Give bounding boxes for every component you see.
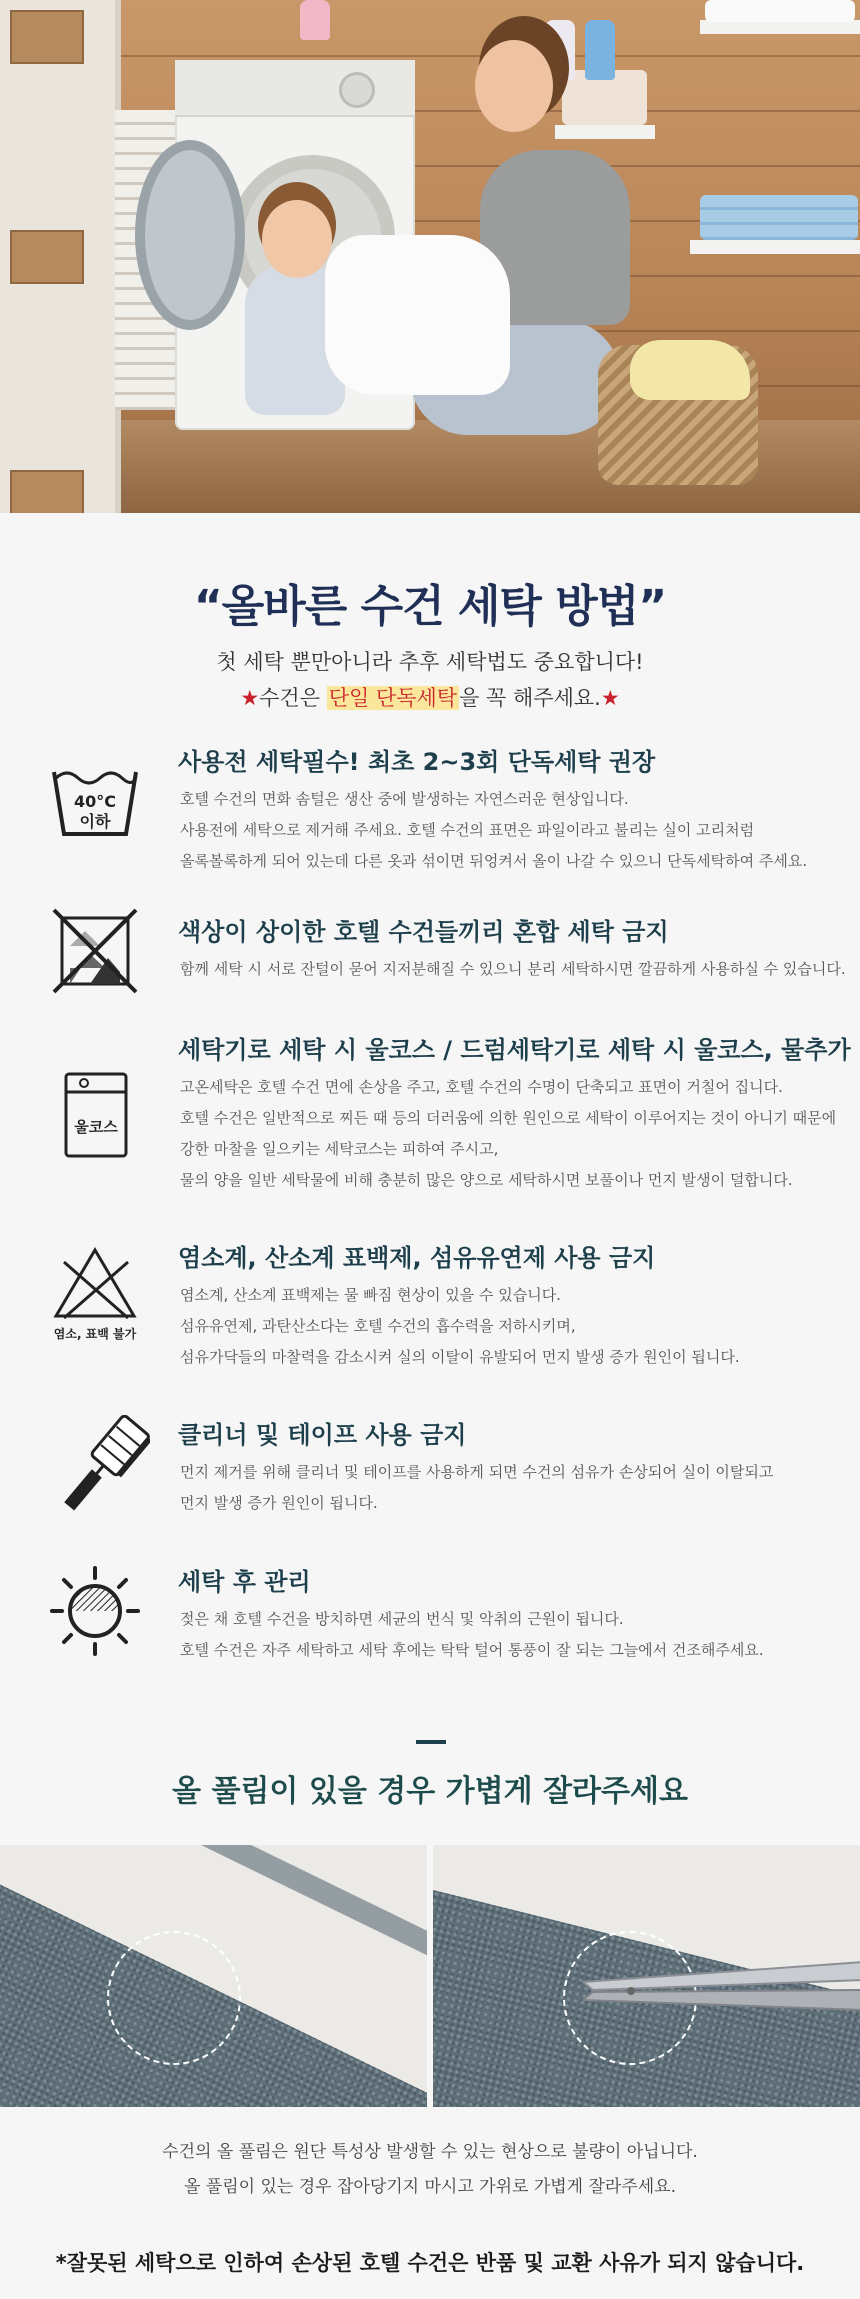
desc-line: 함께 세탁 시 서로 잔털이 묻어 지저분해질 수 있으니 분리 세탁하시면 깔끔하게 사용하실 수 있습니다. xyxy=(180,960,846,978)
notice-highlight: 단일 단독세탁 xyxy=(328,686,458,710)
no-bleach-text: 염소, 표백 불가 xyxy=(53,1327,137,1341)
desc-line: 호텔 수건은 자주 세탁하고 세탁 후에는 탁탁 털어 통풍이 잘 되는 그늘에서 건조해주세요. xyxy=(180,1641,764,1659)
hero-photo xyxy=(0,0,860,513)
no-bleach-icon xyxy=(50,1246,150,1346)
desc-line: 사용전에 세탁으로 제거해 주세요. 호텔 수건의 표면은 파일이라고 불리는 실이 고리처럼 xyxy=(180,821,755,839)
care-heading: 사용전 세탁필수! 최초 2~3회 단독세탁 권장 xyxy=(178,748,656,776)
care-description xyxy=(180,1280,850,1373)
note-line: 수건의 올 풀림은 원단 특성상 발생할 수 있는 현상으로 불량이 아닙니다. xyxy=(162,2142,698,2162)
care-description xyxy=(180,954,850,985)
no-mixed-wash-icon xyxy=(50,906,150,996)
care-description xyxy=(180,1604,850,1666)
care-description xyxy=(180,784,850,877)
towel-photo-frayed xyxy=(0,1845,427,2107)
desc-line: 강한 마찰을 일으키는 세탁코스는 피하여 주시고, xyxy=(180,1140,499,1158)
wool-course-icon xyxy=(50,1070,150,1160)
wash-temp-text: 40°C xyxy=(73,792,117,811)
care-heading: 색상이 상이한 호텔 수건들끼리 혼합 세탁 금지 xyxy=(178,918,669,946)
note-line: 올 풀림이 있는 경우 잡아당기지 마시고 가위로 가볍게 잘라주세요. xyxy=(183,2177,677,2197)
care-heading: 세탁 후 관리 xyxy=(178,1568,311,1596)
desc-line: 먼지 발생 증가 원인이 됩니다. xyxy=(180,1494,378,1512)
wash-40c-icon xyxy=(50,762,150,842)
page-title: “올바른 수건 세탁 방법” xyxy=(193,581,667,632)
desc-line: 물의 양을 일반 세탁물에 비해 충분히 많은 양으로 세탁하시면 보풀이나 먼지 발생이 덜합니다. xyxy=(180,1171,793,1189)
return-warning: *잘못된 세탁으로 인하여 손상된 호텔 수건은 반품 및 교환 사유가 되지 않습니다. xyxy=(55,2251,805,2275)
desc-line: 호텔 수건의 면화 솜털은 생산 중에 발생하는 자연스러운 현상입니다. xyxy=(180,790,629,808)
care-heading: 세탁기로 세탁 시 울코스 / 드럼세탁기로 세탁 시 울코스, 물추가 xyxy=(178,1036,851,1064)
lint-roller-icon xyxy=(50,1415,150,1515)
highlight-circle xyxy=(107,1931,241,2065)
desc-line: 호텔 수건은 일반적으로 찌든 때 등의 더러움에 의한 원인으로 세탁이 이루어지는 것이 아니기 때문에 xyxy=(180,1109,837,1127)
desc-line: 섬유유연제, 과탄산소다는 호텔 수건의 흡수력을 저하시키며, xyxy=(180,1317,576,1335)
towel-photo-scissors xyxy=(433,1845,860,2107)
desc-line: 고온세탁은 호텔 수건 면에 손상을 주고, 호텔 수건의 수명이 단축되고 표면이 거칠어 집니다. xyxy=(180,1078,783,1096)
notice-after: 을 꼭 해주세요. xyxy=(459,686,601,710)
care-heading: 염소계, 산소계 표백제, 섬유유연제 사용 금지 xyxy=(178,1244,656,1272)
section-divider xyxy=(416,1740,446,1744)
scissors-icon xyxy=(583,1950,860,2030)
subtitle: 첫 세탁 뿐만아니라 추후 세탁법도 중요합니다! xyxy=(216,650,644,674)
care-description xyxy=(180,1072,850,1196)
section-title: 올 풀림이 있을 경우 가볍게 잘라주세요 xyxy=(172,1774,688,1809)
care-heading: 클리너 및 테이프 사용 금지 xyxy=(178,1421,467,1449)
desc-line: 섬유가닥들의 마찰력을 감소시켜 실의 이탈이 유발되어 먼지 발생 증가 원인이 됩니다. xyxy=(180,1348,740,1366)
desc-line: 먼지 제거를 위해 클리너 및 테이프를 사용하게 되면 수건의 섬유가 손상되어 실이 이탈되고 xyxy=(180,1463,774,1481)
sun-dry-icon xyxy=(50,1566,150,1656)
notice-line xyxy=(0,682,860,712)
wash-temp-limit-text: 이하 xyxy=(79,812,111,831)
star-icon: ★ xyxy=(600,686,620,710)
care-description xyxy=(180,1457,850,1519)
desc-line: 젖은 채 호텔 수건을 방치하면 세균의 번식 및 악취의 근원이 됩니다. xyxy=(180,1610,624,1628)
desc-line: 올록볼록하게 되어 있는데 다른 옷과 섞이면 뒤엉켜서 올이 나갈 수 있으니 단독세탁하여 주세요. xyxy=(180,852,808,870)
wool-course-text: 울코스 xyxy=(74,1118,118,1136)
desc-line: 염소계, 산소계 표백제는 물 빠짐 현상이 있을 수 있습니다. xyxy=(180,1286,561,1304)
star-icon: ★ xyxy=(240,686,260,710)
notice-before: 수건은 xyxy=(259,686,327,710)
